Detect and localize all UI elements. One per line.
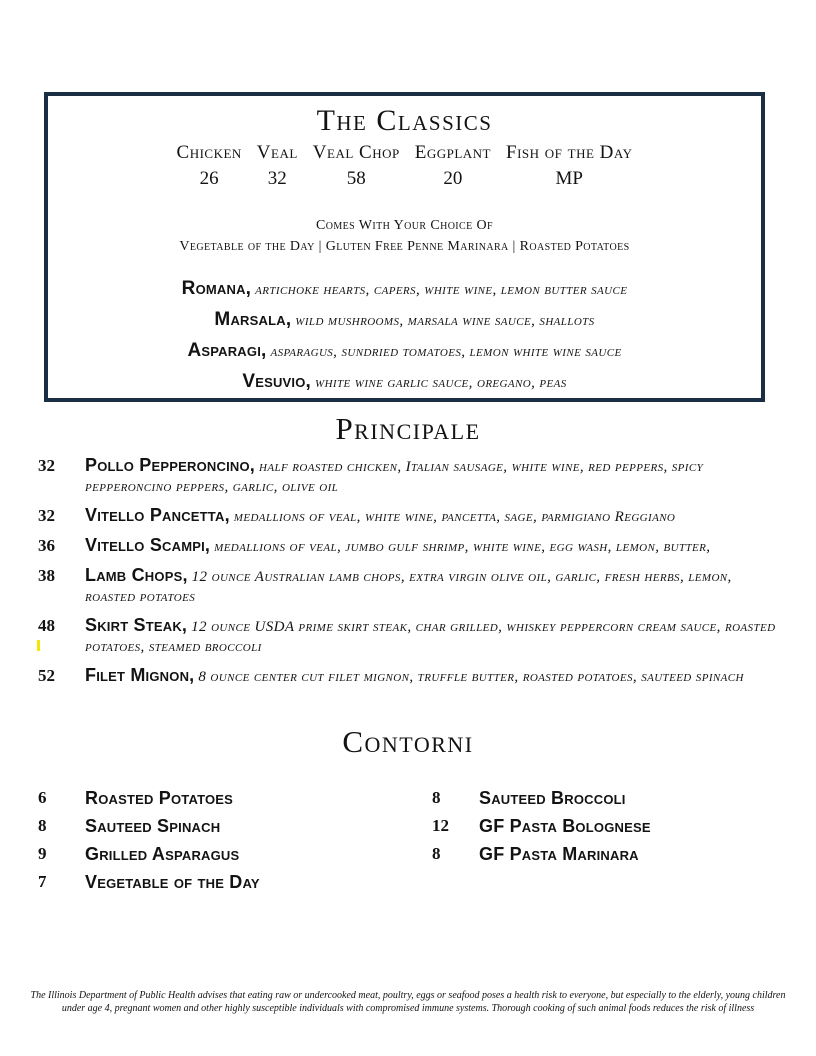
prep-description: artichoke hearts, capers, white wine, lemon butter sauce bbox=[255, 282, 628, 298]
classics-price-table bbox=[48, 142, 761, 190]
item-name: Vitello Scampi, bbox=[85, 535, 211, 555]
prep-name: Asparagi, bbox=[187, 340, 267, 361]
classics-column-price: 26 bbox=[199, 168, 219, 189]
side-gf-pasta-bolognese bbox=[432, 816, 816, 836]
menu-item-pollo-pepperoncino bbox=[0, 456, 816, 497]
classics-column-price: MP bbox=[555, 168, 583, 189]
side-name: Roasted Potatoes bbox=[85, 788, 234, 808]
item-price: 48 bbox=[38, 616, 55, 635]
lower-content bbox=[0, 402, 816, 900]
classics-column-label: Veal bbox=[256, 142, 298, 163]
item-description: half roasted chicken, Italian sausage, white wine, red peppers, spicy pepperoncino peppers, garlic, olive oil bbox=[85, 459, 704, 495]
classics-column-label: Chicken bbox=[176, 142, 242, 163]
classics-title: The Classics bbox=[316, 104, 493, 137]
contorni-right-column bbox=[432, 788, 816, 900]
side-price: 8 bbox=[38, 816, 47, 835]
side-price: 6 bbox=[38, 788, 47, 807]
classics-column-chicken bbox=[177, 142, 242, 190]
prep-name: Marsala, bbox=[214, 309, 292, 330]
side-name: Sauteed Broccoli bbox=[479, 788, 626, 808]
side-roasted-potatoes bbox=[38, 788, 432, 808]
classics-column-eggplant bbox=[415, 142, 491, 190]
prep-romana bbox=[48, 274, 761, 305]
classics-section bbox=[44, 92, 765, 402]
classics-column-veal-chop bbox=[313, 142, 400, 190]
item-price: 52 bbox=[38, 666, 55, 685]
side-name: GF Pasta Marinara bbox=[479, 844, 639, 864]
side-name: Sauteed Spinach bbox=[85, 816, 221, 836]
highlight-cursor-mark bbox=[37, 640, 40, 651]
side-sauteed-spinach bbox=[38, 816, 432, 836]
prep-asparagi bbox=[48, 336, 761, 367]
classics-column-label: Fish of the Day bbox=[506, 142, 633, 163]
classics-note-line1: Comes With Your Choice Of bbox=[315, 218, 493, 233]
item-price: 32 bbox=[38, 456, 55, 475]
menu-item-vitello-pancetta bbox=[0, 506, 816, 527]
contorni-left-column bbox=[0, 788, 432, 900]
classics-note-line2: Vegetable of the Day | Gluten Free Penne Marinara | Roasted Potatoes bbox=[179, 239, 630, 254]
prep-marsala bbox=[48, 305, 761, 336]
side-price: 12 bbox=[432, 816, 449, 835]
principale-title: Principale bbox=[335, 411, 481, 446]
item-price: 32 bbox=[38, 506, 55, 525]
item-price: 38 bbox=[38, 566, 55, 585]
prep-name: Romana, bbox=[181, 278, 252, 299]
side-vegetable-of-the-day bbox=[38, 872, 432, 892]
item-description: medallions of veal, jumbo gulf shrimp, white wine, egg wash, lemon, butter, bbox=[214, 539, 711, 555]
item-description: 12 ounce Australian lamb chops, extra virgin olive oil, garlic, fresh herbs, lemon, roasted potatoes bbox=[85, 569, 732, 605]
item-name: Filet Mignon, bbox=[85, 665, 195, 685]
side-grilled-asparagus bbox=[38, 844, 432, 864]
item-name: Vitello Pancetta, bbox=[85, 505, 230, 525]
item-price: 36 bbox=[38, 536, 55, 555]
item-name: Skirt Steak, bbox=[85, 615, 188, 635]
side-price: 9 bbox=[38, 844, 47, 863]
classics-column-price: 20 bbox=[443, 168, 463, 189]
side-price: 7 bbox=[38, 872, 47, 891]
classics-preparations bbox=[48, 274, 761, 398]
prep-description: asparagus, sundried tomatoes, lemon white wine sauce bbox=[270, 344, 622, 360]
side-name: GF Pasta Bolognese bbox=[479, 816, 651, 836]
side-sauteed-broccoli bbox=[432, 788, 816, 808]
classics-note bbox=[48, 215, 761, 257]
health-disclaimer: The Illinois Department of Public Health advises that eating raw or undercooked meat, poultry, eggs or seafood poses a health risk to everyone, but especially to the elderly, young children under age 4, pregnant women and other highly susceptible individuals with compromised immune systems. Thorough cooking of such animal foods reduces the risk of illness bbox=[30, 990, 786, 1014]
contorni-items bbox=[0, 788, 816, 900]
menu-item-vitello-scampi bbox=[0, 536, 816, 557]
menu-item-filet-mignon bbox=[0, 666, 816, 687]
principale-items bbox=[0, 456, 816, 687]
prep-description: wild mushrooms, marsala wine sauce, shallots bbox=[295, 313, 595, 329]
item-description: medallions of veal, white wine, pancetta, sage, parmigiano Reggiano bbox=[233, 509, 676, 525]
side-name: Grilled Asparagus bbox=[85, 844, 240, 864]
item-name: Lamb Chops, bbox=[85, 565, 188, 585]
side-price: 8 bbox=[432, 844, 441, 863]
classics-column-price: 58 bbox=[346, 168, 366, 189]
item-name: Pollo Pepperoncino, bbox=[85, 455, 255, 475]
side-name: Vegetable of the Day bbox=[85, 872, 260, 892]
side-price: 8 bbox=[432, 788, 441, 807]
item-description: 8 ounce center cut filet mignon, truffle butter, roasted potatoes, sauteed spinach bbox=[198, 669, 744, 685]
item-description: 12 ounce USDA prime skirt steak, char grilled, whiskey peppercorn cream sauce, roasted potatoes, steamed broccoli bbox=[85, 619, 776, 655]
menu-item-lamb-chops bbox=[0, 566, 816, 607]
classics-column-veal bbox=[257, 142, 298, 190]
classics-column-label: Eggplant bbox=[414, 142, 491, 163]
classics-column-fish bbox=[506, 142, 632, 190]
prep-name: Vesuvio, bbox=[242, 371, 312, 392]
menu-item-skirt-steak bbox=[0, 616, 816, 657]
side-gf-pasta-marinara bbox=[432, 844, 816, 864]
prep-description: white wine garlic sauce, oregano, peas bbox=[315, 375, 567, 391]
prep-vesuvio bbox=[48, 367, 761, 398]
contorni-title: Contorni bbox=[342, 724, 474, 759]
classics-column-label: Veal Chop bbox=[312, 142, 400, 163]
classics-column-price: 32 bbox=[267, 168, 287, 189]
